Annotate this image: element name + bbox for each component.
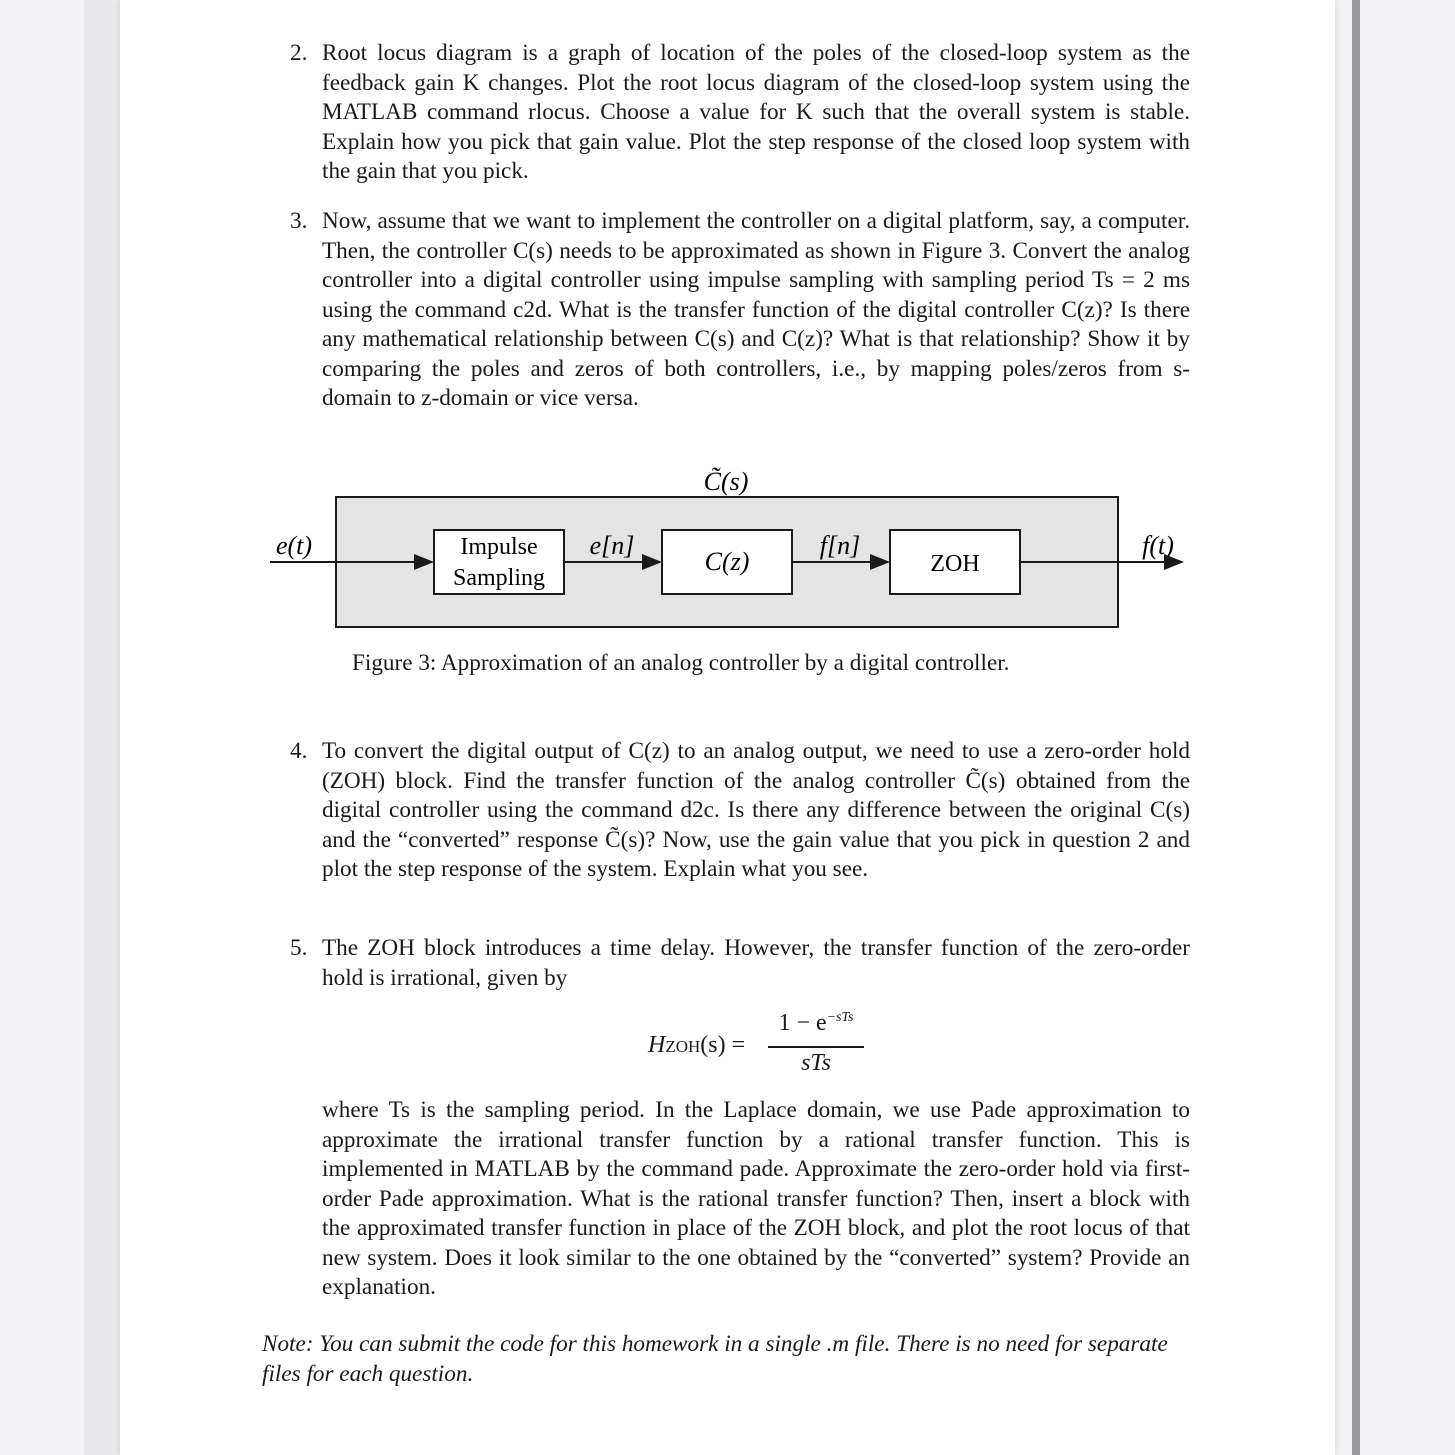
impulse-sampling-label-1: Impulse (460, 534, 538, 560)
equation-lhs-subscript: ZOH (665, 1037, 701, 1056)
question-4 (290, 737, 1190, 885)
equation-numerator: 1 − e (778, 1010, 827, 1036)
outer-block-label: C̃(s) (703, 467, 749, 496)
question-5 (290, 934, 1190, 993)
question-text: To convert the digital output of C(z) to an analog output, we need to use a zero-order hold (ZOH) block. Find the transfer function of the analog controller C̃(s) obtained from the digital controller using the command d2c. Is there any difference between the original C(s) and the “converted” response C̃(s)? Now, use the gain value that you pick in question 2 and plot the step response of the system. Explain what you see. (322, 738, 1190, 882)
question-number: 2. (290, 40, 308, 66)
question-text: Now, assume that we want to implement the controller on a digital platform, say, a computer. Then, the controller C(s) needs to be approximated as shown in Figure 3. Convert the analog controller into a digital controller using impulse sampling with sampling period Ts = 2 ms using the command c2d. What is the transfer function of the digital controller C(z)? Is there any mathematical relationship between C(s) and C(z)? What is that relationship? Show it by comparing the poles and zeros of both controllers, i.e., by mapping poles/zeros from s-domain to z-domain or vice versa. (322, 208, 1190, 411)
question-5-continued (322, 1096, 1190, 1303)
question-text-intro: The ZOH block introduces a time delay. However, the transfer function of the zero-order hold is irrational, given by (322, 935, 1190, 991)
question-number: 4. (290, 738, 308, 764)
question-2 (290, 39, 1190, 187)
output-signal-label: f(t) (1142, 531, 1174, 560)
en-signal-label: e[n] (589, 531, 635, 560)
cz-block-label: C(z) (704, 547, 750, 576)
equation-lhs-arg: (s) = (700, 1032, 746, 1058)
impulse-sampling-label-2: Sampling (452, 565, 546, 591)
equation-numerator-exponent: −sTs (826, 1010, 854, 1025)
figure-caption: Figure 3: Approximation of an analog controller by a digital controller. (352, 650, 1010, 676)
viewer-left-margin (84, 0, 120, 1455)
question-text-after: where Ts is the sampling period. In the Laplace domain, we use Pade approximation to approximate the irrational transfer function by a rational transfer function. This is implemented in MATLAB by the command pade. Approximate the zero-order hold via first-order Pade approximation. What is the rational transfer function? Then, insert a block with the approximated transfer function in place of the ZOH block, and plot the root locus of that new system. Does it look similar to the one obtained by the “converted” system? Provide an explanation. (322, 1097, 1190, 1300)
submission-note: Note: You can submit the code for this homework in a single .m file. There is no need for separate files for each question. (262, 1331, 1168, 1387)
question-number: 5. (290, 935, 308, 961)
question-text: Root locus diagram is a graph of location of the poles of the closed-loop system as the feedback gain K changes. Plot the root locus diagram of the closed-loop system using the MATLAB command rlocus. Choose a value for K such that the overall system is stable. Explain how you pick that gain value. Plot the step response of the closed loop system with the gain that you pick. (322, 40, 1190, 184)
question-number: 3. (290, 208, 308, 234)
input-signal-label: e(t) (275, 531, 313, 560)
question-3 (290, 207, 1190, 414)
scrollbar[interactable] (1352, 0, 1360, 1455)
equation-lhs: H (648, 1032, 666, 1058)
zoh-block-label: ZOH (930, 551, 980, 577)
fn-signal-label: f[n] (819, 531, 861, 560)
block-diagram (260, 460, 1200, 640)
equation-denominator: sTs (801, 1050, 831, 1076)
fraction-bar (768, 1046, 864, 1048)
